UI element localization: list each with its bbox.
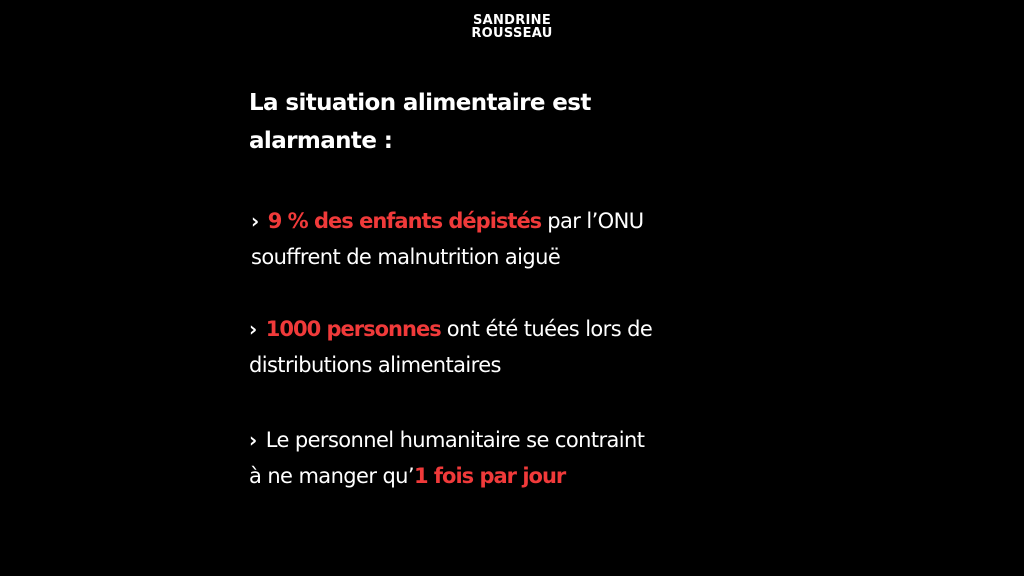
bullet-text-line-2: à ne manger qu’ — [249, 464, 414, 488]
bullet-humanitarian-staff — [249, 422, 809, 494]
heading-line-1: La situation alimentaire est — [249, 90, 591, 116]
bullet-text: Le personnel humanitaire se contraint — [265, 428, 645, 452]
highlight-text: 1000 personnes — [265, 317, 441, 341]
bullet-text: ont été tuées lors de — [446, 317, 653, 341]
bullet-deaths — [249, 311, 809, 383]
logo-line-2: ROUSSEAU — [471, 26, 553, 41]
bullet-text-line-2: distributions alimentaires — [249, 353, 501, 377]
bullet-text: par l’ONU — [547, 209, 644, 233]
chevron-right-icon: › — [249, 428, 257, 452]
chevron-right-icon: › — [249, 317, 257, 341]
bullet-malnutrition — [251, 203, 811, 275]
chevron-right-icon: › — [251, 209, 259, 233]
sandrine-rousseau-logo — [0, 14, 1024, 40]
highlight-text: 9 % des enfants dépistés — [267, 209, 542, 233]
bullet-text-line-2: souffrent de malnutrition aiguë — [251, 245, 561, 269]
slide-heading — [249, 84, 719, 160]
logo-line-1: SANDRINE — [472, 13, 552, 28]
heading-line-2: alarmante : — [249, 128, 393, 154]
highlight-text: 1 fois par jour — [413, 464, 566, 488]
